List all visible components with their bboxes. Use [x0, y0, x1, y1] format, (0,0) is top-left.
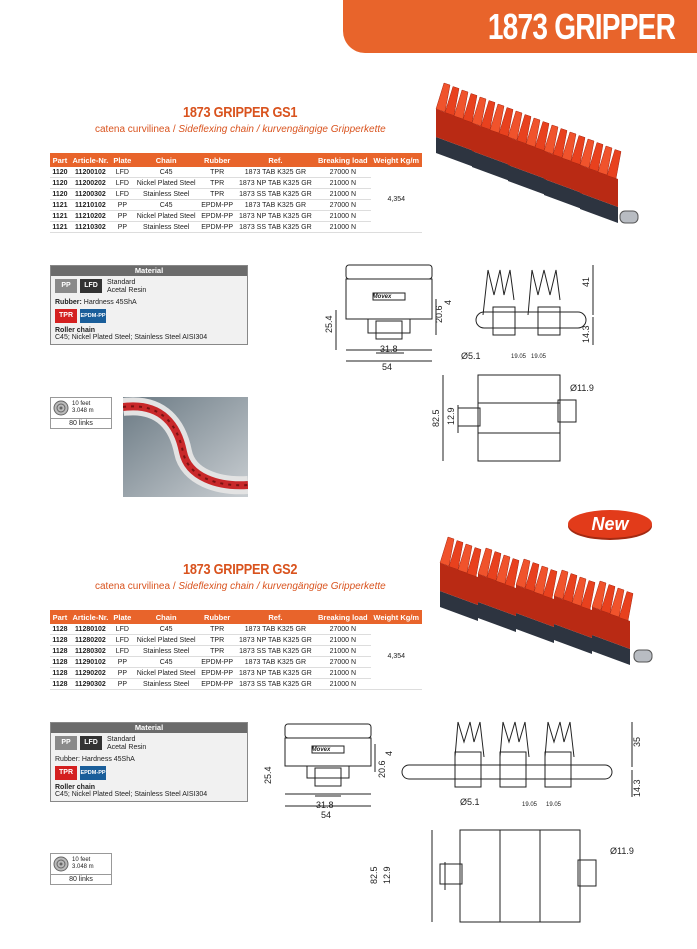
rubber-value: Hardness 45ShA	[83, 299, 137, 306]
dim-pitch-1: 19.05	[522, 802, 538, 808]
cell-part: 1121	[50, 211, 70, 222]
coil-icon	[53, 400, 69, 416]
cell-article: 11210102	[70, 200, 111, 211]
spec-table-gs2	[50, 610, 422, 690]
cell-rubber: TPR	[199, 178, 236, 189]
cell-load: 21000 N	[315, 646, 370, 657]
cell-rubber: EPDM-PP	[199, 222, 236, 233]
coil-meters: 3.048 m	[72, 408, 94, 414]
material-heading: Material	[51, 723, 247, 733]
cell-chain: Stainless Steel	[134, 679, 199, 690]
rubber-pad	[554, 570, 595, 654]
dim-h-front: 25.4	[263, 766, 273, 784]
dim-h-front: 25.4	[324, 315, 334, 333]
col-weight: Weight Kg/m	[371, 153, 422, 167]
cell-ref: 1873 NP TAB K325 GR	[236, 635, 315, 646]
coil-icon	[53, 856, 69, 872]
cell-ref: 1873 SS TAB K325 GR	[236, 222, 315, 233]
dim-h4: 4	[443, 299, 453, 305]
dim-d-pin: Ø5.1	[461, 351, 481, 361]
col-article: Article-Nr.	[70, 153, 111, 167]
cell-load: 21000 N	[315, 635, 370, 646]
col-load: Breaking load	[315, 610, 370, 624]
table-row	[50, 679, 422, 690]
cell-load: 27000 N	[315, 167, 370, 178]
rubber-pad	[580, 139, 621, 223]
material-box-gs1	[50, 265, 248, 345]
table-row	[50, 189, 422, 200]
cell-article: 11280102	[70, 624, 111, 635]
dim-pitch-2: 19.05	[531, 354, 547, 360]
drawing-logo: Movex	[372, 294, 392, 300]
table-row	[50, 624, 422, 635]
cell-rubber: EPDM-PP	[199, 657, 236, 668]
col-load: Breaking load	[315, 153, 370, 167]
table-row	[50, 646, 422, 657]
dim-w-inner: 31.8	[380, 344, 398, 354]
roller-label: Roller chain	[55, 784, 96, 791]
cell-article: 11210202	[70, 211, 111, 222]
cell-ref: 1873 SS TAB K325 GR	[236, 679, 315, 690]
cell-part: 1128	[50, 668, 70, 679]
cell-part: 1128	[50, 624, 70, 635]
cell-article: 11280302	[70, 646, 111, 657]
cell-ref: 1873 TAB K325 GR	[236, 200, 315, 211]
gripper-chain-photo-gs2	[432, 533, 662, 693]
col-plate: Plate	[111, 153, 134, 167]
coil-feet: 10 feet	[72, 857, 91, 863]
technical-drawing-gs2	[260, 712, 660, 937]
cell-article: 11280202	[70, 635, 111, 646]
cell-plate: PP	[111, 668, 134, 679]
cell-load: 21000 N	[315, 222, 370, 233]
col-rubber: Rubber	[199, 153, 236, 167]
cell-part: 1120	[50, 189, 70, 200]
cell-chain: Nickel Plated Steel	[134, 211, 199, 222]
dim-h-top: 41	[581, 276, 591, 287]
section-subtitle-gs1: catena curvilinea / Sideflexing chain / kurvengängige Gripperkette	[95, 124, 386, 135]
cell-ref: 1873 NP TAB K325 GR	[236, 668, 315, 679]
section-title-gs2: 1873 GRIPPER GS2	[183, 561, 298, 578]
section-subtitle-gs2: catena curvilinea / Sideflexing chain / kurvengängige Gripperkette	[95, 581, 386, 592]
table-row	[50, 167, 422, 178]
cell-chain: Nickel Plated Steel	[134, 178, 199, 189]
gripper-chain-photo-gs1	[428, 75, 648, 245]
material-line2: Acetal Resin	[107, 744, 147, 751]
dim-h-small: 20.6	[377, 760, 387, 778]
cell-plate: LFD	[111, 189, 134, 200]
lfd-chip: LFD	[80, 279, 102, 293]
cell-article: 11210302	[70, 222, 111, 233]
section-title-gs1: 1873 GRIPPER GS1	[183, 104, 298, 121]
coil-feet: 10 feet	[72, 401, 91, 407]
cell-rubber: EPDM-PP	[199, 679, 236, 690]
dim-w-total: 54	[382, 362, 393, 372]
cell-chain: C45	[134, 200, 199, 211]
cell-part: 1128	[50, 657, 70, 668]
coil-links: 80 links	[69, 876, 93, 883]
cell-ref: 1873 SS TAB K325 GR	[236, 646, 315, 657]
cell-rubber: EPDM-PP	[199, 211, 236, 222]
coil-links: 80 links	[69, 420, 93, 427]
col-part: Part	[50, 610, 70, 624]
cell-article: 11290102	[70, 657, 111, 668]
cell-article: 11200102	[70, 167, 111, 178]
cell-part: 1121	[50, 200, 70, 211]
table-row	[50, 668, 422, 679]
rubber-pad	[544, 125, 585, 209]
cell-load: 27000 N	[315, 624, 370, 635]
drawing-logo: Movex	[311, 747, 331, 753]
cell-part: 1128	[50, 646, 70, 657]
cell-plate: LFD	[111, 624, 134, 635]
cell-rubber: TPR	[199, 189, 236, 200]
rubber-pad	[508, 111, 549, 195]
rubber-pad	[440, 537, 481, 621]
cell-plate: PP	[111, 211, 134, 222]
cell-rubber: TPR	[199, 646, 236, 657]
dim-h4: 4	[384, 750, 394, 756]
cell-rubber: EPDM-PP	[199, 668, 236, 679]
dim-l-total: 82.5	[431, 409, 441, 427]
material-line1: Standard	[107, 279, 136, 286]
cell-weight: 4,354	[371, 167, 422, 233]
epdm-chip: EPDM-PP	[80, 309, 106, 323]
cell-part: 1128	[50, 679, 70, 690]
col-weight: Weight Kg/m	[371, 610, 422, 624]
epdm-chip: EPDM-PP	[80, 766, 106, 780]
cell-load: 27000 N	[315, 200, 370, 211]
rubber-pad	[472, 97, 513, 181]
cell-chain: Stainless Steel	[134, 222, 199, 233]
cell-plate: PP	[111, 657, 134, 668]
cell-ref: 1873 TAB K325 GR	[236, 167, 315, 178]
tpr-chip: TPR	[55, 309, 77, 323]
cell-plate: LFD	[111, 167, 134, 178]
roller-value: C45; Nickel Plated Steel; Stainless Steel AISI304	[55, 334, 208, 341]
table-row	[50, 211, 422, 222]
page-title: 1873 GRIPPER	[487, 6, 675, 47]
material-line2: Acetal Resin	[107, 287, 147, 294]
cell-article: 11200302	[70, 189, 111, 200]
col-chain: Chain	[134, 610, 199, 624]
cell-chain: Stainless Steel	[134, 646, 199, 657]
cell-chain: Stainless Steel	[134, 189, 199, 200]
dim-d-roll: Ø11.9	[570, 383, 594, 393]
col-plate: Plate	[111, 610, 134, 624]
dim-d-roll: Ø11.9	[610, 846, 634, 856]
cell-load: 21000 N	[315, 211, 370, 222]
coil-box-gs2	[50, 853, 112, 885]
dim-h-small: 20.6	[434, 305, 444, 323]
col-chain: Chain	[134, 153, 199, 167]
coil-meters: 3.048 m	[72, 864, 94, 870]
cell-load: 21000 N	[315, 189, 370, 200]
table-row	[50, 222, 422, 233]
cell-plate: PP	[111, 200, 134, 211]
cell-rubber: TPR	[199, 624, 236, 635]
pp-chip: PP	[55, 279, 77, 293]
pp-chip: PP	[55, 736, 77, 750]
cell-plate: LFD	[111, 178, 134, 189]
application-photo	[123, 397, 248, 497]
dim-l-inner: 12.9	[382, 866, 392, 884]
cell-chain: C45	[134, 167, 199, 178]
cell-plate: LFD	[111, 635, 134, 646]
dim-h-side: 14.3	[632, 779, 642, 797]
dim-d-pin: Ø5.1	[460, 797, 480, 807]
cell-load: 27000 N	[315, 657, 370, 668]
col-ref: Ref.	[236, 610, 315, 624]
technical-drawing-gs1	[318, 255, 618, 495]
chain-link	[634, 650, 652, 662]
dim-w-total: 54	[321, 810, 332, 820]
cell-plate: LFD	[111, 646, 134, 657]
roller-value: C45; Nickel Plated Steel; Stainless Steel AISI304	[55, 791, 208, 798]
col-article: Article-Nr.	[70, 610, 111, 624]
cell-load: 21000 N	[315, 178, 370, 189]
cell-part: 1120	[50, 178, 70, 189]
cell-ref: 1873 NP TAB K325 GR	[236, 211, 315, 222]
cell-plate: PP	[111, 679, 134, 690]
material-line1: Standard	[107, 736, 136, 743]
cell-weight: 4,354	[371, 624, 422, 690]
material-heading: Material	[51, 266, 247, 276]
rubber-pad	[516, 559, 557, 643]
tpr-chip: TPR	[55, 766, 77, 780]
cell-load: 21000 N	[315, 679, 370, 690]
rubber-value: Hardness 45ShA	[81, 756, 135, 763]
cell-rubber: TPR	[199, 635, 236, 646]
rubber-pad	[478, 548, 519, 632]
spec-table-gs1	[50, 153, 422, 233]
rubber-pad	[436, 83, 477, 167]
rubber-label: Rubber:	[55, 299, 82, 306]
table-row	[50, 178, 422, 189]
cell-ref: 1873 TAB K325 GR	[236, 657, 315, 668]
material-box-gs2	[50, 722, 248, 802]
dim-l-total: 82.5	[369, 866, 379, 884]
cell-part: 1120	[50, 167, 70, 178]
table-row	[50, 200, 422, 211]
roller-label: Roller chain	[55, 327, 96, 334]
cell-chain: Nickel Plated Steel	[134, 668, 199, 679]
col-part: Part	[50, 153, 70, 167]
chain-link	[620, 211, 638, 223]
cell-rubber: EPDM-PP	[199, 200, 236, 211]
col-ref: Ref.	[236, 153, 315, 167]
col-rubber: Rubber	[199, 610, 236, 624]
lfd-chip: LFD	[80, 736, 102, 750]
cell-part: 1121	[50, 222, 70, 233]
cell-article: 11200202	[70, 178, 111, 189]
dim-h-side: 14.3	[581, 325, 591, 343]
dim-pitch-1: 19.05	[511, 354, 527, 360]
cell-part: 1128	[50, 635, 70, 646]
cell-article: 11290202	[70, 668, 111, 679]
table-row	[50, 657, 422, 668]
cell-chain: Nickel Plated Steel	[134, 635, 199, 646]
cell-plate: PP	[111, 222, 134, 233]
dim-l-inner: 12.9	[446, 407, 456, 425]
cell-article: 11290302	[70, 679, 111, 690]
dim-w-inner: 31.8	[316, 800, 334, 810]
cell-ref: 1873 NP TAB K325 GR	[236, 178, 315, 189]
cell-rubber: TPR	[199, 167, 236, 178]
dim-h-top: 35	[632, 736, 642, 747]
rubber-pad	[592, 581, 633, 665]
coil-box-gs1	[50, 397, 112, 429]
cell-chain: C45	[134, 657, 199, 668]
rubber-label: Rubber:	[55, 756, 80, 763]
cell-ref: 1873 TAB K325 GR	[236, 624, 315, 635]
dim-pitch-2: 19.05	[546, 802, 562, 808]
new-badge: New	[568, 510, 652, 538]
cell-load: 21000 N	[315, 668, 370, 679]
table-row	[50, 635, 422, 646]
cell-chain: C45	[134, 624, 199, 635]
cell-ref: 1873 SS TAB K325 GR	[236, 189, 315, 200]
